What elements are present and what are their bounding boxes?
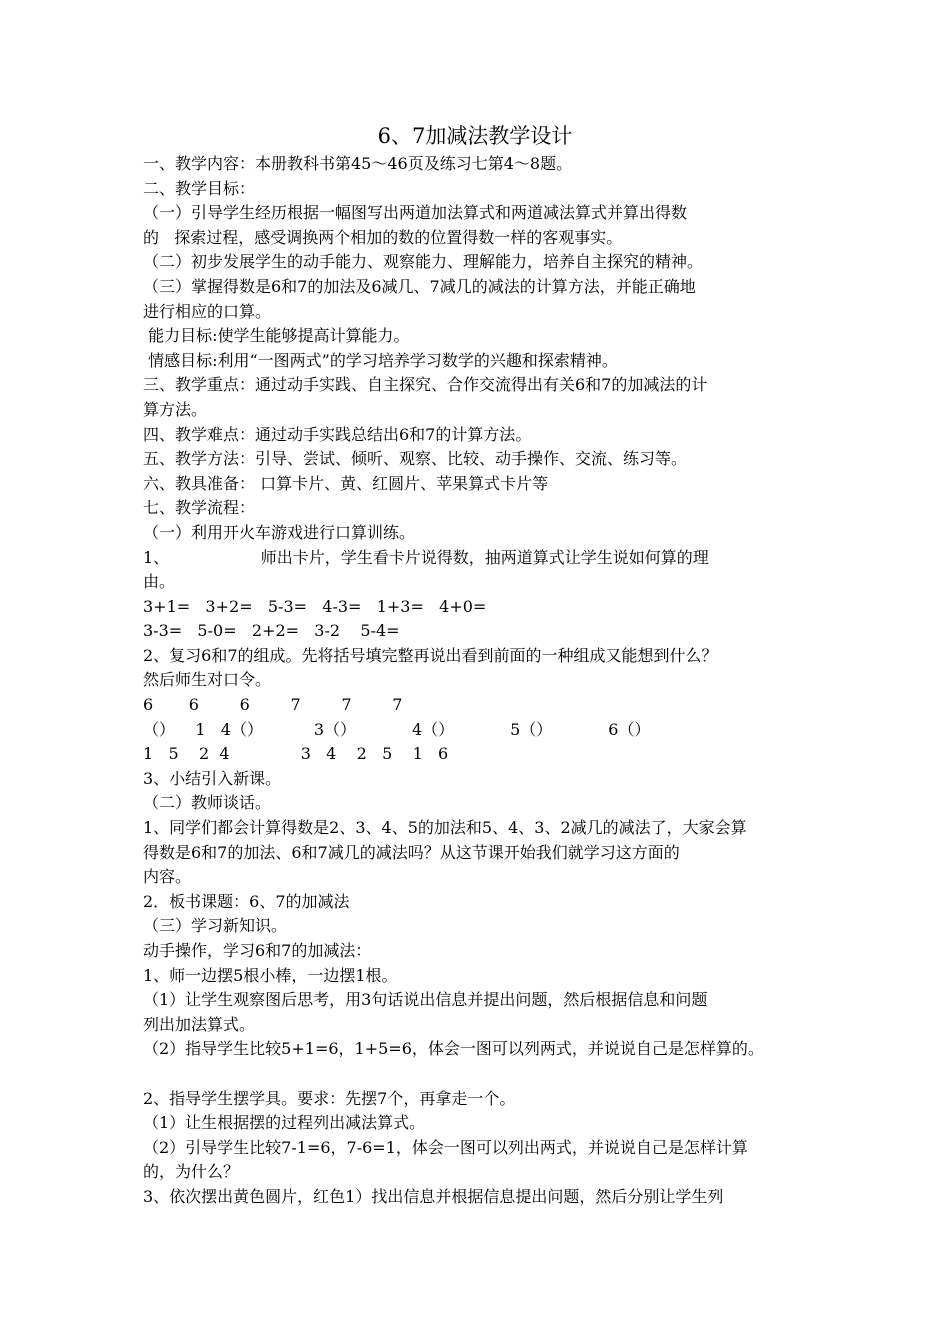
text-line: 动手操作，学习6和7的加减法：: [143, 941, 372, 960]
text-line: （2）指导学生比较5+1=6，1+5=6，体会一图可以列两式，并说说自己是怎样算的。: [143, 1039, 764, 1059]
text-line: 2．板书课题：6、7的加减法: [143, 891, 350, 911]
text-line: 七、教学流程：: [143, 498, 256, 518]
text-line: 的，为什么？: [143, 1162, 240, 1182]
text-line: 四、教学难点：通过动手实践总结出6和7的计算方法。: [143, 424, 532, 444]
text-line: 3-3= 5-0= 2+2= 3-2 5-4=: [143, 621, 400, 641]
text-line: （三）学习新知识。: [143, 916, 288, 936]
text-line: 算方法。: [143, 399, 208, 419]
text-line: 3+1= 3+2= 5-3= 4-3= 1+3= 4+0=: [143, 596, 487, 616]
text-line: 三、教学重点：通过动手实践、自主探究、合作交流得出有关6和7的加减法的计: [143, 375, 708, 395]
text-line: 进行相应的口算。: [143, 301, 272, 321]
text-line: （一）利用开火车游戏进行口算训练。: [143, 522, 416, 542]
text-line: 1、 师出卡片，学生看卡片说得数，抽两道算式让学生说如何算的理: [143, 547, 709, 567]
text-line: （二）教师谈话。: [143, 793, 272, 813]
text-line: 一、教学内容：本册教科书第45～46页及练习七第4～8题。: [143, 154, 573, 173]
text-line: 1、同学们都会计算得数是2、3、4、5的加法和5、4、3、2减几的减法了，大家会算: [143, 818, 747, 838]
text-line: （三）掌握得数是6和7的加法及6减几、7减几的减法的计算方法，并能正确地: [143, 276, 696, 296]
text-line: 1、师一边摆5根小棒，一边摆1根。: [143, 965, 398, 985]
text-line: 五、教学方法：引导、尝试、倾听、观察、比较、动手操作、交流、练习等。: [143, 449, 688, 469]
text-line: 3、依次摆出黄色圆片，红色1）找出信息并根据信息提出问题，然后分别让学生列: [143, 1186, 724, 1206]
text-line: （一）引导学生经历根据一幅图写出两道加法算式和两道减法算式并算出得数: [143, 203, 688, 223]
text-line: 列出加法算式。: [143, 1014, 256, 1034]
text-line: 6 6 6 7 7 7: [143, 695, 403, 715]
text-line: 情感目标:利用“一图两式”的学习培养学习数学的兴趣和探索精神。: [143, 350, 618, 370]
text-line: （2）引导学生比较7-1=6，7-6=1，体会一图可以列出两式，并说说自己是怎样计算: [143, 1137, 748, 1157]
text-line: （） 1 4（） 3（） 4（） 5（） 6（）: [143, 719, 651, 739]
text-line: （1）让生根据摆的过程列出减法算式。: [143, 1113, 426, 1133]
text-line: 1 5 2 4 3 4 2 5 1 6: [143, 744, 449, 764]
text-line: 内容。: [143, 867, 192, 887]
text-line: （二）初步发展学生的动手能力、观察能力、理解能力，培养自主探究的精神。: [143, 252, 704, 272]
text-line: 六、教具准备： 口算卡片、黄、红圆片、苹果算式卡片等: [143, 473, 549, 493]
text-line: 然后师生对口令。: [143, 670, 272, 690]
text-line: 的 探索过程，感受调换两个相加的数的位置得数一样的客观事实。: [143, 227, 623, 247]
blank-line: [143, 1062, 810, 1087]
text-line: 2、复习6和7的组成。先将括号填完整再说出看到前面的一种组成又能想到什么？: [143, 645, 718, 665]
text-line: 能力目标:使学生能够提高计算能力。: [143, 326, 410, 346]
text-line: 3、小结引入新课。: [143, 768, 282, 788]
text-line: 2、指导学生摆学具。要求：先摆7个，再拿走一个。: [143, 1088, 516, 1108]
text-line: （1）让学生观察图后思考，用3句话说出信息并提出问题，然后根据信息和问题: [143, 990, 708, 1010]
text-line: 由。: [143, 572, 176, 592]
text-line: 得数是6和7的加法、6和7减几的减法吗？从这节课开始我们就学习这方面的: [143, 842, 680, 862]
text-line: 二、教学目标：: [143, 178, 256, 198]
document-title: 6、7加减法教学设计: [377, 124, 573, 148]
